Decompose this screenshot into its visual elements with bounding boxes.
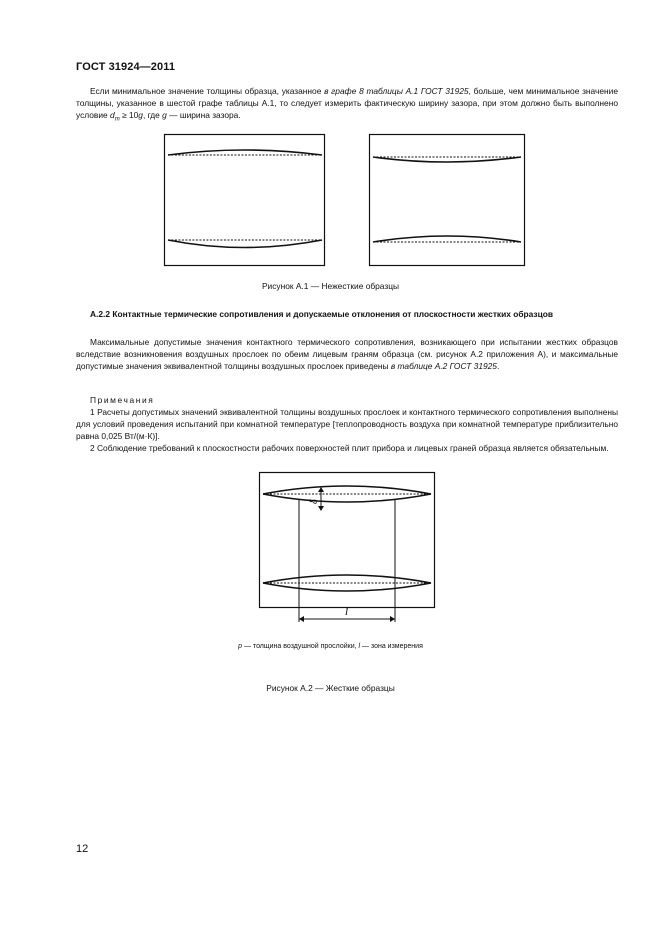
figure-a1-right-diagram — [369, 134, 529, 266]
standard-header: ГОСТ 31924—2011 — [76, 61, 176, 73]
figure-a2-legend: p — толщина воздушной прослойки, l — зона измерения — [238, 643, 423, 650]
notes-title: Примечания — [90, 395, 155, 405]
note-1: 1 Расчеты допустимых значений эквивалентной толщины воздушных прослоек и контактного термического сопротивления выполнены для условий проведения испытаний при комнатной температуре [теплопроводность воздуха при комнатной температуре приблизительно равна 0,025 Вт/(м·К)]. — [76, 407, 618, 442]
figure-a2-label-thickness: δ — [309, 499, 320, 504]
note-2: 2 Соблюдение требований к плоскостности рабочих поверхностей плит прибора и лицевых граней образца является обязательным. — [90, 443, 609, 453]
figure-a2-label-l: l — [345, 606, 349, 618]
intro-paragraph: Если минимальное значение толщины образца, указанное в графе 8 таблицы А.1 ГОСТ 31925, больше, чем минимальное значение толщины, указанное в шестой графе таблицы А.1, то следует измерить фактическую ширину зазора, при этом должно быть выполнено условие $d_m \ge 10g$, где g — ширина зазора. — [76, 86, 619, 124]
section-a22-paragraph: Максимальные допустимые значения контактного термического сопротивления, возникающего при испытании жестких образцов вследствие возникновения воздушных прослоек по обеим лицевым граням образца (см. рисунок А.2 приложения А), и максимальные допустимые значения эквивалентной толщины воздушных прослоек приведены в таблице А.2 ГОСТ 31925. — [76, 337, 618, 372]
figure-a1-left-diagram — [164, 134, 334, 266]
section-a22-heading: А.2.2 Контактные термические сопротивления и допускаемые отклонения от плоскостности жестких образцов — [90, 309, 553, 319]
figure-a2-caption: Рисунок А.2 — Жесткие образцы — [266, 683, 395, 693]
figure-a2-diagram — [259, 472, 439, 632]
figure-a1-caption: Рисунок А.1 — Нежесткие образцы — [261, 281, 400, 291]
page-number: 12 — [76, 843, 89, 855]
